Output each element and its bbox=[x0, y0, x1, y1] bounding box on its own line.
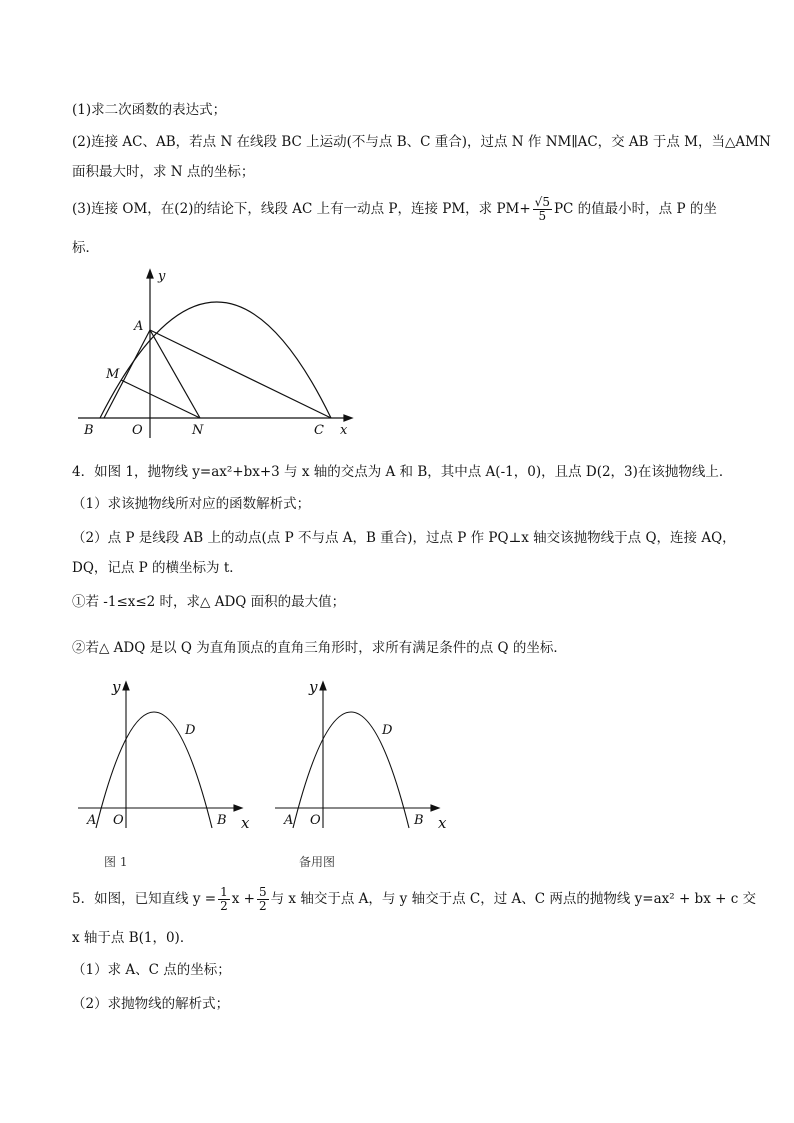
label-O: O bbox=[113, 813, 124, 828]
segment-AC bbox=[150, 330, 331, 418]
label-x: x bbox=[241, 814, 250, 832]
fraction-five-halves bbox=[257, 886, 269, 913]
q3-figure bbox=[78, 268, 358, 440]
q3-part3-cont: 标． bbox=[72, 240, 99, 256]
q4-figure-1 bbox=[78, 678, 254, 870]
fraction-numerator: √5 bbox=[534, 195, 550, 209]
label-y: y bbox=[112, 678, 121, 696]
x-axis-arrow bbox=[431, 805, 439, 811]
q5-sub1: （1）求 A、C 点的坐标； bbox=[72, 962, 231, 978]
y-axis-arrow bbox=[123, 682, 129, 690]
label-B: B bbox=[84, 423, 94, 438]
label-D: D bbox=[185, 723, 196, 738]
q3-part3-text-a: (3)连接 OM，在(2)的结论下，线段 AC 上有一动点 P，连接 PM，求 PM+ bbox=[72, 201, 531, 217]
label-A: A bbox=[284, 813, 294, 828]
label-N: N bbox=[192, 423, 204, 438]
label-C: C bbox=[314, 423, 324, 438]
fraction-denominator: 5 bbox=[538, 209, 547, 223]
q4-sub2-cont: DQ，记点 P 的横坐标为 t． bbox=[72, 560, 243, 576]
q4-sub1: （1）求该抛物线所对应的函数解析式； bbox=[72, 496, 311, 512]
label-x: x bbox=[340, 423, 348, 438]
label-A: A bbox=[87, 813, 97, 828]
fraction-denominator: 2 bbox=[258, 899, 267, 913]
q4-case1: ①若 -1≤x≤2 时，求△ ADQ 面积的最大值； bbox=[72, 594, 346, 610]
label-B: B bbox=[414, 813, 424, 828]
q5-text-b: 与 x 轴交于点 A，与 y 轴交于点 C，过 A、C 两点的抛物线 y=ax² + bx + c 交 bbox=[270, 891, 757, 907]
label-y: y bbox=[158, 269, 166, 284]
fraction-numerator: 5 bbox=[258, 885, 267, 899]
segment-AN bbox=[150, 330, 200, 418]
segment-MN bbox=[121, 380, 200, 418]
label-B: B bbox=[217, 813, 227, 828]
y-axis-arrow bbox=[320, 682, 326, 690]
q3-part1: (1)求二次函数的表达式； bbox=[72, 102, 227, 118]
q3-part3-text-b: PC 的值最小时，点 P 的坐 bbox=[553, 201, 717, 217]
fraction-denominator: 2 bbox=[220, 899, 228, 913]
q5-intro-cont: x 轴于点 B(1，0)． bbox=[72, 930, 194, 946]
q5-sub2: （2）求抛物线的解析式； bbox=[72, 996, 230, 1012]
q3-part2-cont: 面积最大时，求 N 点的坐标； bbox=[72, 164, 255, 180]
q4-intro: 4．如图 1，抛物线 y=ax²+bx+3 与 x 轴的交点为 A 和 B，其中点 A(-1，0)，且点 D(2，3)在该抛物线上． bbox=[72, 464, 733, 480]
fraction-one-half bbox=[218, 886, 230, 913]
q5-text-a: 5．如图，已知直线 y = bbox=[72, 891, 217, 907]
y-axis-arrow bbox=[147, 270, 153, 278]
fraction-numerator: 1 bbox=[220, 885, 228, 899]
q4-sub2: （2）点 P 是线段 AB 上的动点(点 P 不与点 A，B 重合)，过点 P 作 PQ⊥x 轴交该抛物线于点 Q，连接 AQ， bbox=[72, 530, 736, 546]
sqrt5-over-5-fraction bbox=[533, 196, 552, 223]
label-M: M bbox=[106, 367, 120, 382]
q4-figure-backup bbox=[275, 678, 451, 870]
q5-intro bbox=[72, 886, 756, 913]
q3-part2: (2)连接 AC、AB，若点 N 在线段 BC 上运动(不与点 B、C 重合)，过点 N 作 NM∥AC，交 AB 于点 M，当△AMN bbox=[72, 134, 771, 150]
x-axis-arrow bbox=[234, 805, 242, 811]
q4-case2: ②若△ ADQ 是以 Q 为直角顶点的直角三角形时，求所有满足条件的点 Q 的坐标． bbox=[72, 640, 567, 656]
label-D: D bbox=[382, 723, 393, 738]
x-axis-arrow bbox=[344, 415, 352, 421]
label-y: y bbox=[309, 678, 318, 696]
label-x: x bbox=[438, 814, 447, 832]
q5-text-mid: x + bbox=[231, 891, 255, 907]
label-O: O bbox=[132, 423, 143, 438]
figure-caption: 图 1 bbox=[104, 855, 128, 869]
label-O: O bbox=[310, 813, 321, 828]
figure-caption: 备用图 bbox=[299, 855, 336, 869]
q3-part3 bbox=[72, 196, 717, 223]
label-A: A bbox=[134, 319, 144, 334]
